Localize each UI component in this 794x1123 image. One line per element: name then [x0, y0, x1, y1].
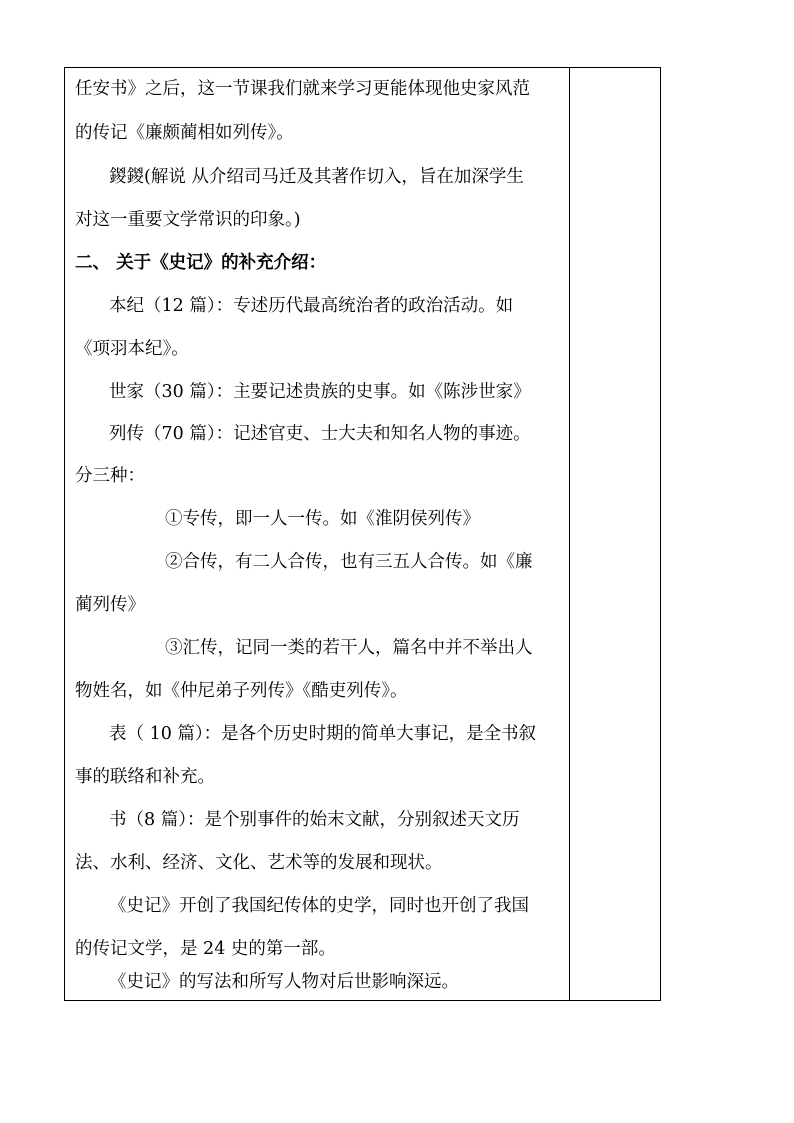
text-line: 对这一重要文学常识的印象。)	[75, 210, 301, 230]
text-line: ③汇传，记同一类的若干人，篇名中并不举出人	[165, 638, 533, 658]
text-line: 列传（70 篇）：记述官吏、士大夫和知名人物的事迹。	[109, 424, 531, 444]
text-line: 任安书》之后，这一节课我们就来学习更能体现他史家风范	[75, 79, 530, 99]
text-line: 《项羽本纪》。	[75, 339, 189, 359]
text-line: 法、水利、经济、文化、艺术等的发展和现状。	[75, 853, 443, 873]
text-line: 世家（30 篇）：主要记述贵族的史事。如《陈涉世家》	[109, 382, 531, 402]
lesson-content-cell	[65, 68, 569, 1000]
lesson-table	[64, 67, 661, 1001]
text-line: ①专传，即一人一传。如《淮阴侯列传》	[165, 509, 480, 529]
text-line: 本纪（12 篇）：专述历代最高统治者的政治活动。如	[109, 296, 514, 316]
text-line: 事的联络和补充。	[75, 767, 215, 787]
text-line: 《史记》的写法和所写人物对后世影响深远。	[109, 972, 459, 992]
text-line: ②合传，有二人合传，也有三五人合传。如《廉	[165, 552, 533, 572]
text-line: 蔺列传》	[75, 595, 145, 615]
text-line: 分三种：	[75, 466, 145, 486]
text-line: 《史记》开创了我国纪传体的史学，同时也开创了我国	[109, 896, 529, 916]
notes-cell	[570, 68, 660, 1000]
text-line: 的传记文学，是 24 史的第一部。	[75, 939, 336, 959]
text-line: 表（ 10 篇）：是各个历史时期的简单大事记，是全书叙	[109, 724, 537, 744]
text-line: 鍐鍐(解说 从介绍司马迁及其著作切入，旨在加深学生	[109, 167, 524, 187]
text-line: 书（8 篇）：是个别事件的始末文献，分别叙述天文历	[109, 810, 520, 830]
text-line: 物姓名，如《仲尼弟子列传》《酷吏列传》。	[75, 681, 408, 701]
section-heading: 二、 关于《史记》的补充介绍：	[75, 253, 327, 273]
text-line: 的传记《廉颇蔺相如列传》。	[75, 123, 294, 143]
